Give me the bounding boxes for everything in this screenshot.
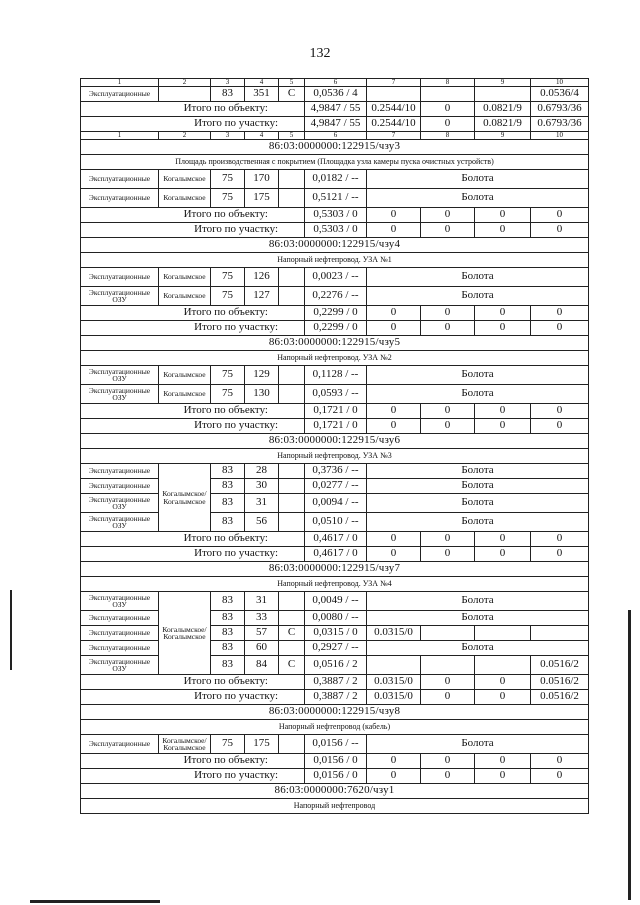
total-object-row	[81, 754, 589, 769]
quarter-number: 75	[211, 287, 245, 306]
land-kind: Болота	[367, 464, 589, 479]
total-value: 0,1721 / 0	[305, 419, 367, 434]
land-kind: Болота	[367, 287, 589, 306]
total-value: 0,5303 / 0	[305, 208, 367, 223]
zero-value: 0	[531, 532, 589, 547]
region: Когалымское/ Когалымское	[159, 592, 211, 675]
quarter-number: 83	[211, 641, 245, 656]
empty-cell	[531, 626, 589, 641]
area-value: 0,3736 / --	[305, 464, 367, 479]
zero-value: 0	[421, 208, 475, 223]
land-type: Эксплуатационные	[81, 641, 159, 656]
total-label: Итого по участку:	[81, 321, 305, 336]
cadastral-number: 86:03:0000000:7620/чзу1	[81, 784, 589, 799]
region: Когалымское/ Когалымское	[159, 735, 211, 754]
zero-value: 0	[531, 208, 589, 223]
total-value: 0.0821/9	[475, 117, 531, 132]
quarter-number: 75	[211, 189, 245, 208]
quarter-number: 75	[211, 170, 245, 189]
land-kind: Болота	[367, 735, 589, 754]
empty-cell	[279, 189, 305, 208]
col-header: 6	[305, 132, 367, 140]
table-row	[81, 611, 589, 626]
total-value: 0.0516/2	[531, 675, 589, 690]
zero-value: 0	[367, 321, 421, 336]
area-value: 0,0277 / --	[305, 479, 367, 494]
column-header-row	[81, 79, 589, 87]
total-value: 0,0156 / 0	[305, 754, 367, 769]
total-value: 0.6793/36	[531, 117, 589, 132]
zero-value: 0	[475, 321, 531, 336]
zero-value: 0	[421, 321, 475, 336]
empty-cell	[279, 385, 305, 404]
empty-cell	[475, 87, 531, 102]
area-value: 0,0315 / 0	[305, 626, 367, 641]
table-row	[81, 494, 589, 513]
total-object-row	[81, 306, 589, 321]
area-value: 0,0049 / --	[305, 592, 367, 611]
region: Когалымское	[159, 189, 211, 208]
region-cell	[159, 87, 211, 102]
section-description: Площадь производственная с покрытием (Площадка узла камеры пуска очистных устройств)	[81, 155, 589, 170]
area-value: 0,0510 / --	[305, 513, 367, 532]
total-value: 0	[421, 102, 475, 117]
land-type: Эксплуатационные	[81, 464, 159, 479]
area-value: 0,0516 / 2	[305, 656, 367, 675]
land-type: Эксплуатационные ОЗУ	[81, 513, 159, 532]
total-label: Итого по участку:	[81, 690, 305, 705]
zero-value: 0	[475, 675, 531, 690]
land-kind: Болота	[367, 494, 589, 513]
total-value: 0,2299 / 0	[305, 321, 367, 336]
land-kind: Болота	[367, 268, 589, 287]
empty-cell	[279, 494, 305, 513]
plot-number: 31	[245, 592, 279, 611]
plot-number: 129	[245, 366, 279, 385]
plot-number: 175	[245, 189, 279, 208]
land-type: Эксплуатационные ОЗУ	[81, 287, 159, 306]
zero-value: 0	[475, 690, 531, 705]
table-row	[81, 513, 589, 532]
zero-value: 0	[531, 223, 589, 238]
total-value: 4,9847 / 55	[305, 117, 367, 132]
zero-value: 0	[531, 547, 589, 562]
plot-number: 351	[245, 87, 279, 102]
total-value: 0,4617 / 0	[305, 532, 367, 547]
zero-value: 0	[531, 321, 589, 336]
value-c10: 0.0516/2	[531, 656, 589, 675]
zero-value: 0	[475, 223, 531, 238]
col-header: 3	[211, 132, 245, 140]
region: Когалымское	[159, 287, 211, 306]
table-row	[81, 268, 589, 287]
plot-number: 56	[245, 513, 279, 532]
total-object-row	[81, 404, 589, 419]
plot-number: 126	[245, 268, 279, 287]
cadastral-number: 86:03:0000000:122915/чзу5	[81, 336, 589, 351]
total-label: Итого по объекту:	[81, 675, 305, 690]
land-type: Эксплуатационные ОЗУ	[81, 656, 159, 675]
table-row	[81, 385, 589, 404]
scan-margin-mark	[10, 590, 12, 670]
empty-cell	[367, 656, 421, 675]
land-type: Эксплуатационные	[81, 189, 159, 208]
total-section-row	[81, 769, 589, 784]
empty-cell	[421, 626, 475, 641]
zero-value: 0	[531, 754, 589, 769]
total-label: Итого по объекту:	[81, 102, 305, 117]
area-value: 0,2927 / --	[305, 641, 367, 656]
total-value: 0.0821/9	[475, 102, 531, 117]
land-kind: Болота	[367, 366, 589, 385]
zero-value: 0	[367, 223, 421, 238]
zero-value: 0	[475, 547, 531, 562]
col-header: 4	[245, 132, 279, 140]
col-header: 8	[421, 132, 475, 140]
area-value: 0,0156 / --	[305, 735, 367, 754]
total-object-row	[81, 675, 589, 690]
total-value: 0.2544/10	[367, 117, 421, 132]
total-label: Итого по объекту:	[81, 532, 305, 547]
empty-cell	[279, 287, 305, 306]
table-row	[81, 464, 589, 479]
page-number: 132	[309, 46, 331, 61]
plot-number: 60	[245, 641, 279, 656]
zero-value: 0	[367, 306, 421, 321]
plot-number: 30	[245, 479, 279, 494]
col-header: 8	[421, 79, 475, 87]
table-row	[81, 87, 589, 102]
total-value: 0,1721 / 0	[305, 404, 367, 419]
quarter-number: 75	[211, 366, 245, 385]
zero-value: 0	[421, 754, 475, 769]
plot-number: 130	[245, 385, 279, 404]
zero-value: 0	[421, 769, 475, 784]
table-row	[81, 656, 589, 675]
zero-value: 0	[421, 675, 475, 690]
zero-value: 0	[531, 306, 589, 321]
col-header: 10	[531, 132, 589, 140]
quarter-number: 75	[211, 385, 245, 404]
total-label: Итого по участку:	[81, 117, 305, 132]
land-kind: Болота	[367, 189, 589, 208]
total-label: Итого по объекту:	[81, 208, 305, 223]
category-mark: С	[279, 656, 305, 675]
zero-value: 0	[421, 690, 475, 705]
land-type: Эксплуатационные ОЗУ	[81, 592, 159, 611]
zero-value: 0	[367, 547, 421, 562]
area-value: 0,0593 / --	[305, 385, 367, 404]
quarter-number: 83	[211, 656, 245, 675]
plot-number: 127	[245, 287, 279, 306]
total-section-row	[81, 223, 589, 238]
total-value: 0.6793/36	[531, 102, 589, 117]
land-type: Эксплуатационные ОЗУ	[81, 385, 159, 404]
empty-cell	[475, 656, 531, 675]
zero-value: 0	[367, 404, 421, 419]
col-header: 1	[81, 79, 159, 87]
total-section-row	[81, 547, 589, 562]
land-type: Эксплуатационные	[81, 626, 159, 641]
table-row	[81, 479, 589, 494]
empty-cell	[279, 366, 305, 385]
value-c7: 0.0315/0	[367, 626, 421, 641]
total-object-row	[81, 532, 589, 547]
area-value: 0,0080 / --	[305, 611, 367, 626]
col-header: 5	[279, 132, 305, 140]
empty-cell	[279, 479, 305, 494]
col-header: 2	[159, 79, 211, 87]
region: Когалымское	[159, 366, 211, 385]
zero-value: 0	[367, 532, 421, 547]
section-description: Напорный нефтепровод. УЗА №1	[81, 253, 589, 268]
col-header: 6	[305, 79, 367, 87]
col-header: 2	[159, 132, 211, 140]
zero-value: 0	[367, 419, 421, 434]
cadastral-number: 86:03:0000000:122915/чзу3	[81, 140, 589, 155]
total-value: 0,2299 / 0	[305, 306, 367, 321]
table-row	[81, 735, 589, 754]
plot-number: 57	[245, 626, 279, 641]
empty-cell	[279, 170, 305, 189]
empty-cell	[367, 87, 421, 102]
category-mark: С	[279, 626, 305, 641]
quarter-number: 83	[211, 494, 245, 513]
total-section-row	[81, 419, 589, 434]
quarter-number: 75	[211, 735, 245, 754]
zero-value: 0	[475, 404, 531, 419]
quarter-number: 83	[211, 592, 245, 611]
section-description: Напорный нефтепровод. УЗА №4	[81, 577, 589, 592]
total-value: 0.0315/0	[367, 675, 421, 690]
total-label: Итого по объекту:	[81, 404, 305, 419]
land-type: Эксплуатационные	[81, 611, 159, 626]
region: Когалымское/ Когалымское	[159, 464, 211, 532]
zero-value: 0	[531, 419, 589, 434]
col-header: 1	[81, 132, 159, 140]
total-object-row	[81, 102, 589, 117]
zero-value: 0	[421, 404, 475, 419]
section-description: Напорный нефтепровод. УЗА №3	[81, 449, 589, 464]
empty-cell	[421, 656, 475, 675]
table-row	[81, 189, 589, 208]
quarter-number: 83	[211, 87, 245, 102]
plot-number: 84	[245, 656, 279, 675]
quarter-number: 83	[211, 611, 245, 626]
zero-value: 0	[531, 769, 589, 784]
area-value: 0,0536 / 4	[305, 87, 367, 102]
region: Когалымское	[159, 385, 211, 404]
zero-value: 0	[475, 419, 531, 434]
total-value: 0.0516/2	[531, 690, 589, 705]
total-value: 0,4617 / 0	[305, 547, 367, 562]
land-type: Эксплуатационные ОЗУ	[81, 494, 159, 513]
section-description: Напорный нефтепровод. УЗА №2	[81, 351, 589, 366]
empty-cell	[279, 735, 305, 754]
cadastral-number: 86:03:0000000:122915/чзу6	[81, 434, 589, 449]
land-kind: Болота	[367, 611, 589, 626]
empty-cell	[279, 513, 305, 532]
total-value: 0	[421, 117, 475, 132]
land-kind: Болота	[367, 641, 589, 656]
col-header: 10	[531, 79, 589, 87]
area-value: 0,0182 / --	[305, 170, 367, 189]
total-label: Итого по участку:	[81, 769, 305, 784]
quarter-number: 83	[211, 464, 245, 479]
total-value: 0,3887 / 2	[305, 690, 367, 705]
zero-value: 0	[421, 223, 475, 238]
plot-number: 175	[245, 735, 279, 754]
col-header: 7	[367, 132, 421, 140]
table-row	[81, 626, 589, 641]
column-header-row	[81, 132, 589, 140]
total-value: 0.2544/10	[367, 102, 421, 117]
land-type: Эксплуатационные	[81, 87, 159, 102]
land-type: Эксплуатационные ОЗУ	[81, 366, 159, 385]
empty-cell	[279, 611, 305, 626]
scan-bottom-mark	[30, 900, 160, 903]
empty-cell	[475, 626, 531, 641]
zero-value: 0	[475, 208, 531, 223]
cadastral-number: 86:03:0000000:122915/чзу4	[81, 238, 589, 253]
total-label: Итого по участку:	[81, 223, 305, 238]
area-value: 0,1128 / --	[305, 366, 367, 385]
land-plot-table	[80, 78, 589, 814]
total-label: Итого по участку:	[81, 547, 305, 562]
section-description: Напорный нефтепровод (кабель)	[81, 720, 589, 735]
land-type: Эксплуатационные	[81, 479, 159, 494]
area-value: 0,2276 / --	[305, 287, 367, 306]
zero-value: 0	[421, 547, 475, 562]
quarter-number: 83	[211, 626, 245, 641]
table-row	[81, 366, 589, 385]
value-c10: 0.0536/4	[531, 87, 589, 102]
total-value: 4,9847 / 55	[305, 102, 367, 117]
section-description: Напорный нефтепровод	[81, 799, 589, 814]
cadastral-number: 86:03:0000000:122915/чзу7	[81, 562, 589, 577]
area-value: 0,0023 / --	[305, 268, 367, 287]
total-label: Итого по участку:	[81, 419, 305, 434]
zero-value: 0	[421, 532, 475, 547]
col-header: 4	[245, 79, 279, 87]
col-header: 7	[367, 79, 421, 87]
zero-value: 0	[475, 306, 531, 321]
zero-value: 0	[421, 419, 475, 434]
zero-value: 0	[475, 769, 531, 784]
land-kind: Болота	[367, 479, 589, 494]
land-type: Эксплуатационные	[81, 268, 159, 287]
total-value: 0,0156 / 0	[305, 769, 367, 784]
quarter-number: 83	[211, 513, 245, 532]
region: Когалымское	[159, 268, 211, 287]
land-type: Эксплуатационные	[81, 735, 159, 754]
empty-cell	[279, 641, 305, 656]
table-row	[81, 287, 589, 306]
land-kind: Болота	[367, 592, 589, 611]
total-value: 0,3887 / 2	[305, 675, 367, 690]
region: Когалымское	[159, 170, 211, 189]
plot-number: 28	[245, 464, 279, 479]
zero-value: 0	[531, 404, 589, 419]
zero-value: 0	[475, 532, 531, 547]
col-header: 9	[475, 79, 531, 87]
land-kind: Болота	[367, 385, 589, 404]
total-value: 0.0315/0	[367, 690, 421, 705]
zero-value: 0	[367, 208, 421, 223]
plot-number: 31	[245, 494, 279, 513]
empty-cell	[421, 87, 475, 102]
total-label: Итого по объекту:	[81, 754, 305, 769]
quarter-number: 83	[211, 479, 245, 494]
total-label: Итого по объекту:	[81, 306, 305, 321]
total-section-row	[81, 117, 589, 132]
category-mark: С	[279, 87, 305, 102]
land-type: Эксплуатационные	[81, 170, 159, 189]
col-header: 9	[475, 132, 531, 140]
table-row	[81, 592, 589, 611]
zero-value: 0	[421, 306, 475, 321]
cadastral-number: 86:03:0000000:122915/чзу8	[81, 705, 589, 720]
zero-value: 0	[367, 769, 421, 784]
scan-edge-mark	[628, 610, 631, 900]
col-header: 3	[211, 79, 245, 87]
col-header: 5	[279, 79, 305, 87]
total-section-row	[81, 690, 589, 705]
land-kind: Болота	[367, 170, 589, 189]
area-value: 0,5121 / --	[305, 189, 367, 208]
zero-value: 0	[475, 754, 531, 769]
total-object-row	[81, 208, 589, 223]
land-kind: Болота	[367, 513, 589, 532]
total-value: 0,5303 / 0	[305, 223, 367, 238]
zero-value: 0	[367, 754, 421, 769]
table-row	[81, 641, 589, 656]
plot-number: 170	[245, 170, 279, 189]
empty-cell	[279, 592, 305, 611]
plot-number: 33	[245, 611, 279, 626]
table-row	[81, 170, 589, 189]
empty-cell	[279, 464, 305, 479]
area-value: 0,0094 / --	[305, 494, 367, 513]
empty-cell	[279, 268, 305, 287]
quarter-number: 75	[211, 268, 245, 287]
total-section-row	[81, 321, 589, 336]
